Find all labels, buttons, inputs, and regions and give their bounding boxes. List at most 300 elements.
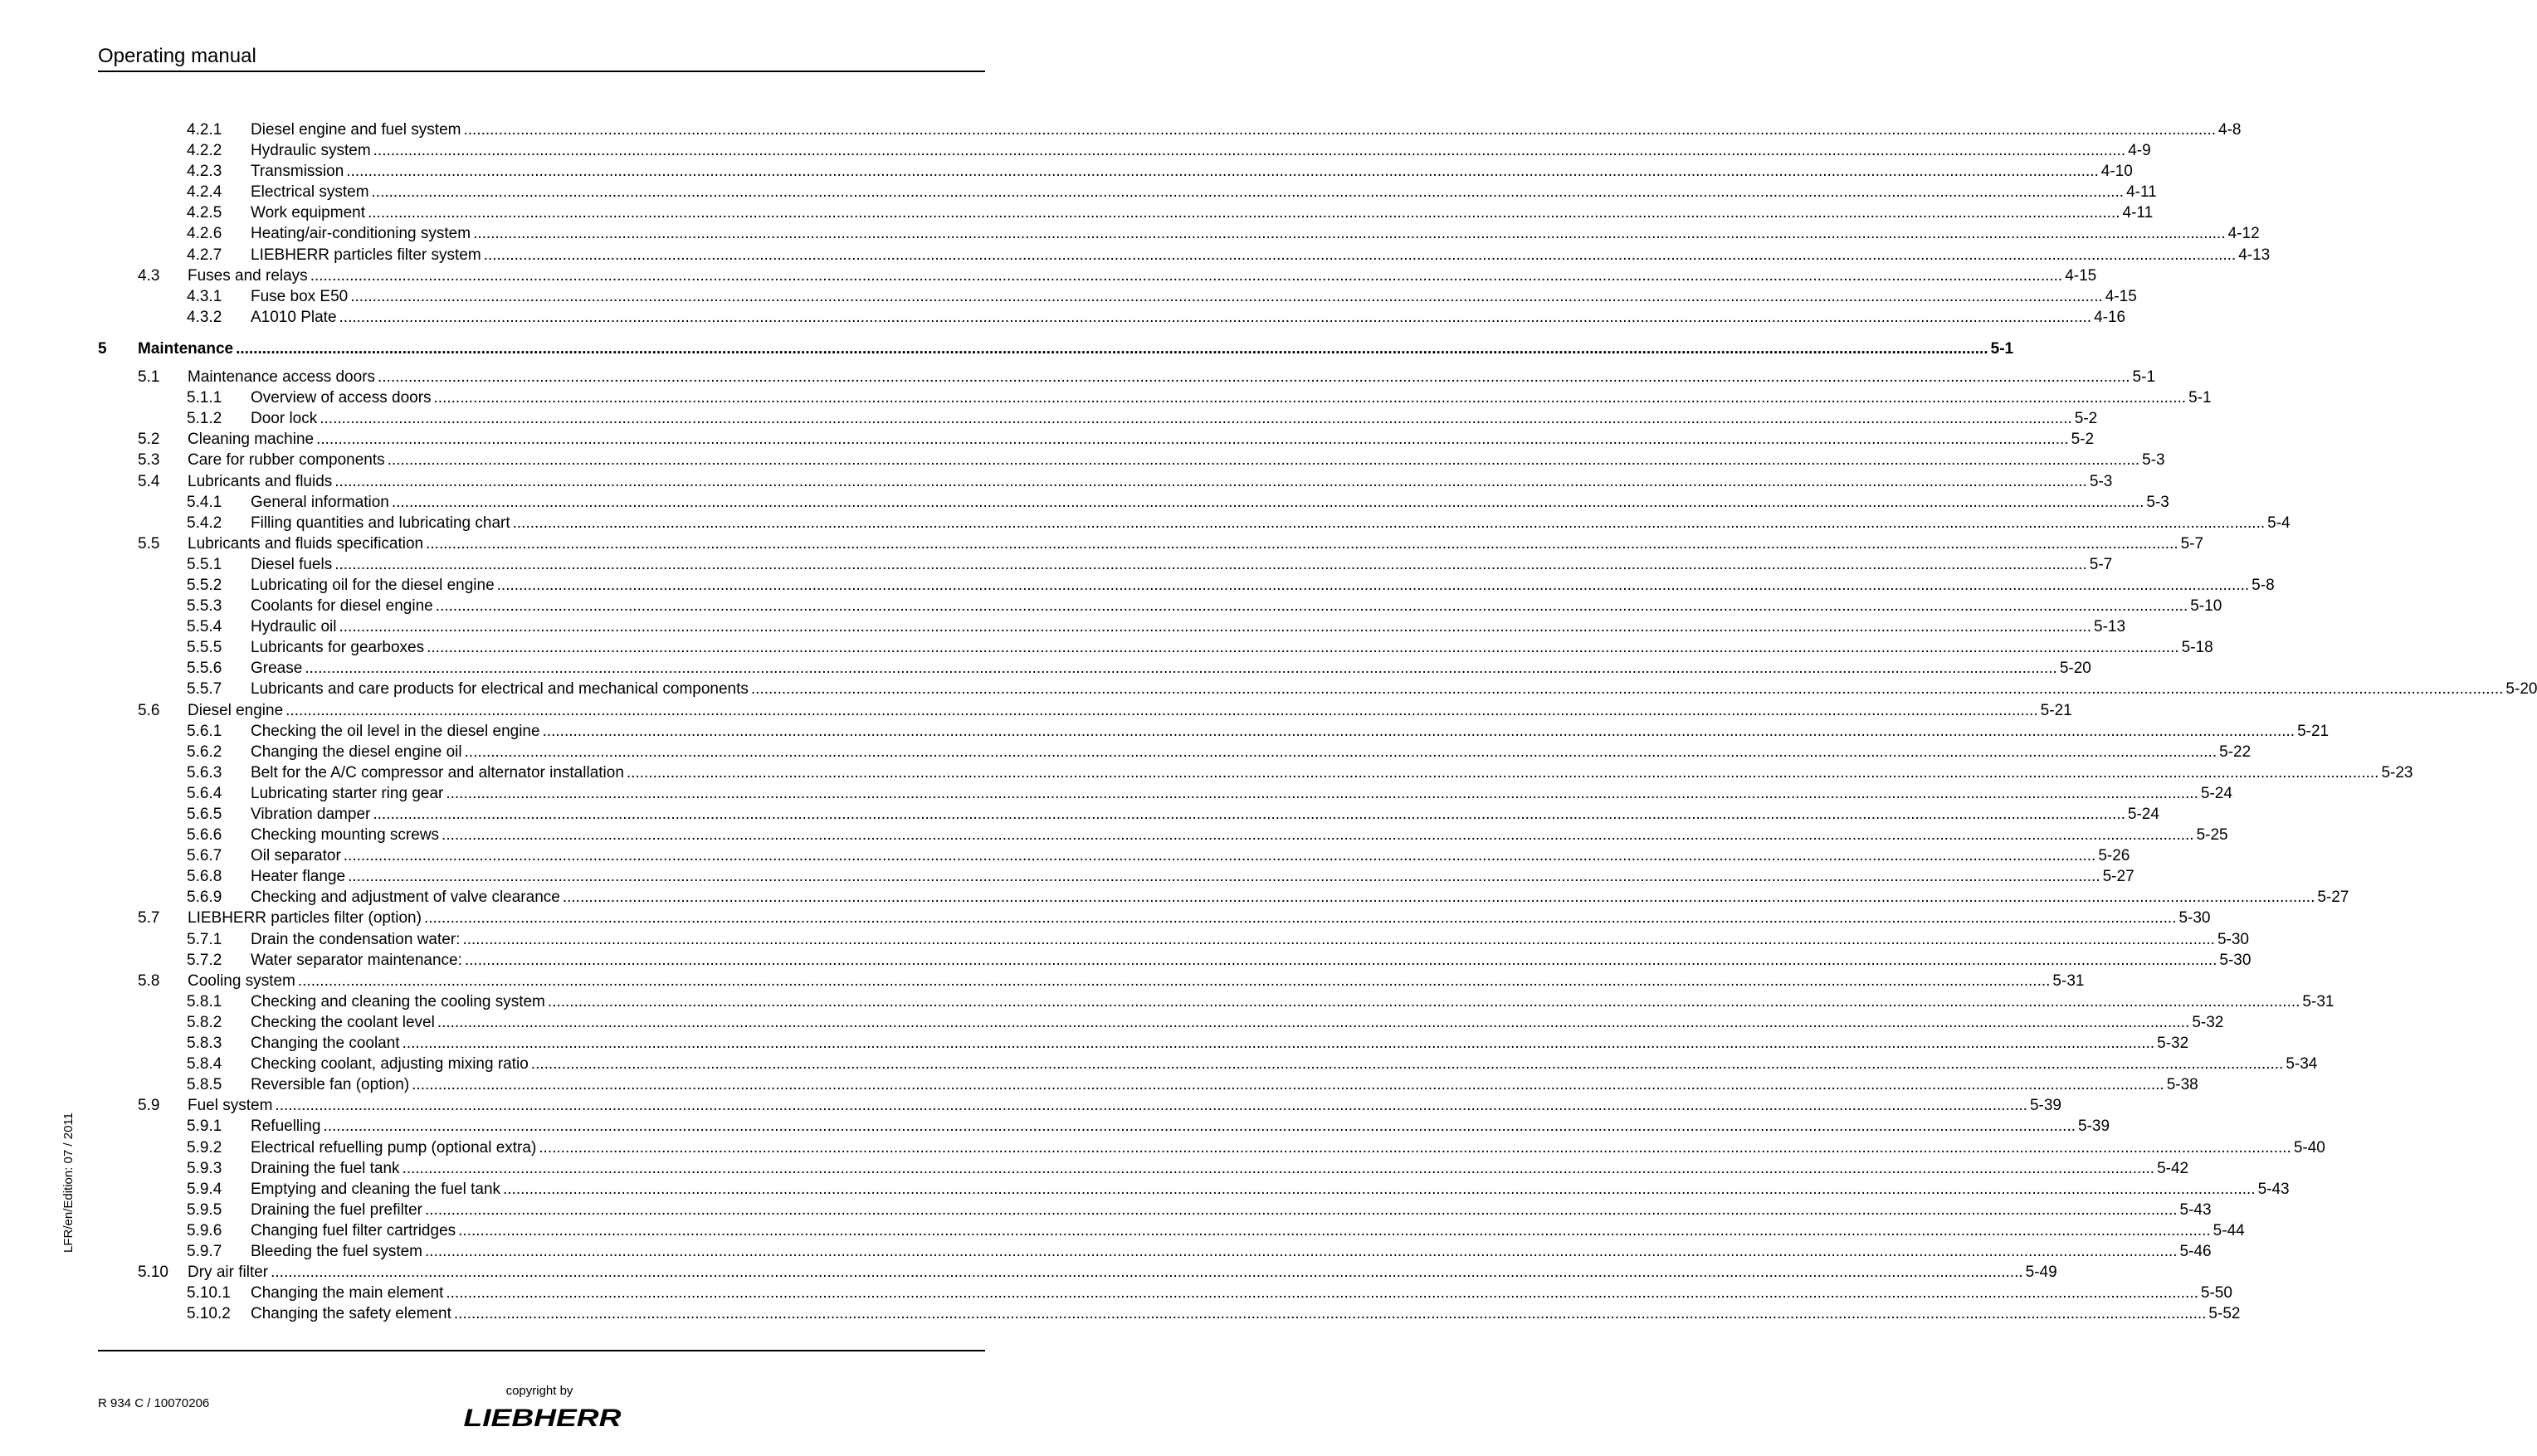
toc-entry-number: 5.5.6 (187, 660, 222, 678)
toc-entry-number: 5.6.9 (187, 889, 222, 907)
toc-entry-number: 5.8.3 (187, 1035, 222, 1053)
toc-entry-title: Lubricating oil for the diesel engine (251, 576, 495, 594)
dot-leader: ................................................................................................................................................................................................................................................................................................................................................................................................................ (626, 763, 2379, 782)
toc-entry-leader (251, 596, 2222, 616)
toc-entry[interactable] (98, 929, 2249, 950)
toc-entry-page: 5-24 (2127, 806, 2159, 823)
toc-entry-leader (188, 908, 2211, 928)
toc-entry-title: Belt for the A/C compressor and alternator installation (251, 763, 624, 782)
toc-entry-title: Changing the safety element (251, 1305, 451, 1323)
toc-entry-title: Electrical refuelling pump (optional extra) (251, 1138, 537, 1157)
toc-entry-number: 5.8.2 (187, 1013, 222, 1031)
toc-entry-number: 5.6 (138, 701, 160, 719)
toc-entry-leader (188, 450, 2165, 470)
toc-entry[interactable] (98, 950, 2252, 971)
toc-entry-page: 5-21 (2040, 701, 2072, 719)
toc-entry-title: Bleeding the fuel system (251, 1242, 423, 1260)
dot-leader: ................................................................................................................................................................................................................................................................................................................................................................................................................ (426, 534, 2178, 553)
dot-leader: ................................................................................................................................................................................................................................................................................................................................................................................................................ (316, 431, 2069, 449)
toc-entry-page: 5-1 (1990, 339, 2014, 358)
toc-entry[interactable] (98, 845, 2130, 866)
toc-entry-number: 5.5.1 (187, 555, 222, 573)
toc-entry-title: Diesel engine and fuel system (251, 121, 461, 139)
dot-leader: ................................................................................................................................................................................................................................................................................................................................................................................................................ (373, 806, 2125, 823)
dot-leader: ................................................................................................................................................................................................................................................................................................................................................................................................................ (503, 1180, 2256, 1198)
toc-entry-page: 5-10 (2190, 597, 2222, 616)
toc-entry-number: 5.7.2 (187, 951, 222, 969)
toc-entry-page: 5-20 (2505, 680, 2537, 699)
toc-entry-page: 5-3 (2146, 493, 2169, 511)
toc-entry-number: 5.2 (138, 431, 160, 449)
toc-entry-page: 5-31 (2302, 992, 2335, 1010)
toc-entry-number: 5.1 (138, 368, 160, 387)
dot-leader: ................................................................................................................................................................................................................................................................................................................................................................................................................ (346, 163, 2099, 181)
toc-entry[interactable] (98, 338, 2014, 359)
toc-entry-number: 5.9.5 (187, 1200, 222, 1219)
toc-entry-number: 5.10.2 (187, 1305, 231, 1323)
toc-entry[interactable] (98, 1241, 2212, 1262)
toc-entry-page: 4-11 (2122, 204, 2154, 222)
toc-entry[interactable] (98, 825, 2228, 845)
toc-entry[interactable] (98, 387, 2212, 408)
toc-entry-leader (251, 513, 2291, 533)
toc-entry-leader (251, 1220, 2245, 1241)
toc-entry[interactable] (98, 1033, 2189, 1054)
toc-entry-number: 4.2.2 (187, 142, 222, 160)
toc-entry[interactable] (98, 971, 2085, 991)
toc-entry[interactable] (98, 658, 2091, 679)
toc-entry[interactable] (98, 1262, 2057, 1283)
toc-entry-title: Diesel engine (188, 701, 284, 719)
toc-entry-page: 5-44 (2213, 1221, 2245, 1239)
liebherr-logo (461, 1405, 623, 1432)
toc-entry-title: Maintenance (138, 339, 234, 358)
toc-entry-number: 4.2.1 (187, 121, 222, 139)
dot-leader: ................................................................................................................................................................................................................................................................................................................................................................................................................ (425, 1200, 2178, 1219)
toc-entry-title: Dry air filter (188, 1264, 269, 1282)
toc-entry-page: 4-13 (2238, 246, 2271, 264)
toc-entry-leader (251, 1179, 2290, 1200)
toc-entry[interactable] (98, 637, 2213, 658)
toc-entry-page: 5-32 (2192, 1013, 2224, 1031)
toc-entry-title: Lubricants and care products for electrical and mechanical components (251, 680, 749, 699)
toc-entry[interactable] (98, 367, 2156, 387)
toc-entry-number: 5.7 (138, 909, 160, 928)
toc-entry-leader (251, 245, 2271, 265)
toc-entry-page: 5-30 (2219, 951, 2252, 969)
toc-entry-page: 5-22 (2219, 743, 2252, 761)
toc-entry-leader (251, 1033, 2189, 1054)
toc-entry[interactable] (98, 1283, 2232, 1303)
toc-entry[interactable] (98, 1179, 2290, 1200)
dot-leader: ................................................................................................................................................................................................................................................................................................................................................................................................................ (378, 368, 2130, 387)
toc-entry-leader (251, 679, 2537, 699)
dot-leader: ................................................................................................................................................................................................................................................................................................................................................................................................................ (496, 576, 2250, 594)
toc-entry-number: 4.3.2 (187, 308, 222, 326)
toc-entry[interactable] (98, 161, 2133, 182)
toc-entry[interactable] (98, 679, 2537, 699)
toc-entry-page: 5-50 (2200, 1284, 2232, 1303)
dot-leader: ................................................................................................................................................................................................................................................................................................................................................................................................................ (305, 660, 2057, 678)
toc-entry-page: 5-8 (2252, 576, 2275, 594)
dot-leader: ................................................................................................................................................................................................................................................................................................................................................................................................................ (512, 514, 2266, 532)
toc-entry-page: 5-49 (2025, 1264, 2057, 1282)
dot-leader: ................................................................................................................................................................................................................................................................................................................................................................................................................ (539, 1138, 2291, 1157)
toc-entry-page: 5-3 (2089, 472, 2113, 490)
dot-leader: ................................................................................................................................................................................................................................................................................................................................................................................................................ (542, 722, 2295, 740)
toc-entry-page: 5-34 (2286, 1055, 2318, 1074)
toc-entry-leader (188, 700, 2072, 721)
toc-entry-title: Checking and cleaning the cooling system (251, 992, 545, 1010)
toc-entry[interactable] (98, 223, 2260, 244)
toc-entry[interactable] (98, 700, 2072, 721)
toc-entry-title: General information (251, 493, 389, 511)
dot-leader: ................................................................................................................................................................................................................................................................................................................................................................................................................ (310, 266, 2063, 285)
toc-entry-leader (251, 119, 2242, 140)
dot-leader: ................................................................................................................................................................................................................................................................................................................................................................................................................ (387, 451, 2140, 470)
toc-entry[interactable] (98, 742, 2252, 762)
dot-leader: ................................................................................................................................................................................................................................................................................................................................................................................................................ (285, 701, 2038, 719)
toc-entry-title: Oil separator (251, 847, 341, 865)
toc-entry[interactable] (98, 245, 2271, 265)
toc-entry-leader (251, 554, 2113, 575)
toc-entry-title: Changing the main element (251, 1284, 444, 1303)
dot-leader: ................................................................................................................................................................................................................................................................................................................................................................................................................ (339, 308, 2092, 326)
toc-entry-number: 5.9.4 (187, 1180, 222, 1198)
edition-label: LFR/en/Edition: 07 / 2011 (61, 1113, 76, 1253)
toc-entry[interactable] (98, 450, 2165, 470)
dot-leader: ................................................................................................................................................................................................................................................................................................................................................................................................................ (442, 826, 2194, 845)
toc-entry-leader (251, 637, 2213, 658)
toc-entry-title: Heater flange (251, 868, 346, 886)
toc-entry-leader (251, 202, 2154, 223)
dot-leader: ................................................................................................................................................................................................................................................................................................................................................................................................................ (423, 909, 2177, 928)
toc-entry-number: 5.8.4 (187, 1055, 222, 1074)
toc-entry-page: 5-24 (2200, 784, 2232, 802)
toc-entry-leader (251, 783, 2232, 804)
toc-entry-number: 5.4 (138, 472, 160, 490)
dot-leader: ................................................................................................................................................................................................................................................................................................................................................................................................................ (425, 1242, 2178, 1260)
toc-entry-page: 4-8 (2218, 121, 2242, 139)
toc-entry-page: 4-15 (2065, 266, 2097, 285)
toc-entry-page: 5-31 (2052, 971, 2085, 990)
toc-entry-number: 5.6.7 (187, 847, 222, 865)
toc-entry-number: 5.6.2 (187, 743, 222, 761)
dot-leader: ................................................................................................................................................................................................................................................................................................................................................................................................................ (334, 555, 2087, 573)
toc-entry-title: Draining the fuel prefilter (251, 1200, 422, 1219)
dot-leader: ................................................................................................................................................................................................................................................................................................................................................................................................................ (446, 784, 2198, 802)
toc-entry-leader (251, 1158, 2189, 1179)
toc-entry-number: 4.2.6 (187, 225, 222, 243)
toc-entry[interactable] (98, 492, 2169, 513)
dot-leader: ................................................................................................................................................................................................................................................................................................................................................................................................................ (462, 930, 2215, 948)
toc-entry-title: Cooling system (188, 971, 295, 990)
toc-entry-leader (188, 367, 2156, 387)
toc-entry-leader (251, 161, 2133, 182)
toc-entry-number: 5.8 (138, 971, 160, 990)
toc-entry-title: Hydraulic system (251, 142, 371, 160)
toc-entry-title: Heating/air-conditioning system (251, 225, 471, 243)
toc-entry[interactable] (98, 1220, 2245, 1241)
toc-entry-leader (251, 223, 2260, 244)
dot-leader: ................................................................................................................................................................................................................................................................................................................................................................................................................ (483, 246, 2237, 264)
toc-entry-page: 4-9 (2128, 142, 2151, 160)
toc-entry-number: 5.6.3 (187, 763, 222, 782)
toc-entry-number: 5.5.5 (187, 639, 222, 657)
toc-entry-number: 5.6.4 (187, 784, 222, 802)
toc-entry-title: Fuel system (188, 1097, 273, 1115)
toc-entry[interactable] (98, 804, 2159, 825)
copyright-label: copyright by (505, 1384, 573, 1398)
toc-entry[interactable] (98, 182, 2157, 202)
toc-entry-title: Cleaning machine (188, 431, 315, 449)
toc-entry-page: 5-20 (2059, 660, 2091, 678)
toc-entry-leader (251, 1137, 2325, 1158)
toc-entry-title: Checking coolant, adjusting mixing ratio (251, 1055, 529, 1074)
toc-entry-number: 5.9.6 (187, 1221, 222, 1239)
toc-entry-page: 4-15 (2105, 287, 2137, 305)
toc-entry-page: 5-21 (2297, 722, 2330, 740)
toc-entry-leader (251, 1074, 2198, 1095)
dot-leader: ................................................................................................................................................................................................................................................................................................................................................................................................................ (458, 1221, 2211, 1239)
toc-entry-number: 4.2.7 (187, 246, 222, 264)
toc-entry[interactable] (98, 783, 2232, 804)
toc-entry-leader (188, 1095, 2061, 1116)
toc-entry-number: 4.2.3 (187, 163, 222, 181)
toc-entry-leader (251, 991, 2335, 1012)
toc-entry-number: 5.1.2 (187, 410, 222, 428)
toc-entry-leader (188, 1262, 2057, 1283)
toc-entry-number: 5.9.1 (187, 1118, 222, 1136)
toc-entry[interactable] (98, 533, 2204, 554)
toc-entry-page: 4-16 (2094, 308, 2126, 326)
toc-entry-leader (251, 887, 2349, 908)
toc-entry-page: 5-2 (2074, 410, 2098, 428)
toc-entry-leader (251, 1303, 2241, 1324)
toc-entry-leader (188, 265, 2097, 286)
toc-entry-leader (251, 616, 2126, 637)
toc-entry-title: Changing fuel filter cartridges (251, 1221, 456, 1239)
toc-entry-title: Maintenance access doors (188, 368, 376, 387)
toc-entry-page: 5-27 (2102, 868, 2134, 886)
dot-leader: ................................................................................................................................................................................................................................................................................................................................................................................................................ (350, 287, 2103, 305)
toc-entry-title: Reversible fan (option) (251, 1076, 410, 1094)
toc-entry-number: 5.4.1 (187, 493, 222, 511)
dot-leader: ................................................................................................................................................................................................................................................................................................................................................................................................................ (464, 743, 2217, 761)
dot-leader: ................................................................................................................................................................................................................................................................................................................................................................................................................ (562, 889, 2315, 907)
toc-entry[interactable] (98, 887, 2349, 908)
toc-entry-title: Checking and adjustment of valve clearance (251, 889, 560, 907)
toc-entry-page: 5-42 (2157, 1159, 2189, 1177)
toc-entry-leader (251, 762, 2413, 783)
dot-leader: ................................................................................................................................................................................................................................................................................................................................................................................................................ (339, 618, 2092, 636)
toc-entry[interactable] (98, 596, 2222, 616)
toc-entry[interactable] (98, 721, 2330, 742)
dot-leader: ................................................................................................................................................................................................................................................................................................................................................................................................................ (427, 639, 2179, 657)
toc-entry-leader (251, 1200, 2212, 1220)
dot-leader: ................................................................................................................................................................................................................................................................................................................................................................................................................ (320, 410, 2072, 428)
toc-entry-title: A1010 Plate (251, 308, 337, 326)
dot-leader: ................................................................................................................................................................................................................................................................................................................................................................................................................ (348, 868, 2100, 886)
dot-leader: ................................................................................................................................................................................................................................................................................................................................................................................................................ (236, 339, 1988, 358)
toc-entry-leader (251, 1283, 2232, 1303)
toc-entry-number: 5.6.1 (187, 722, 222, 740)
toc-entry-title: Lubricants and fluids (188, 472, 333, 490)
toc-entry-title: Checking the coolant level (251, 1013, 435, 1031)
toc-entry-number: 5.8.5 (187, 1076, 222, 1094)
dot-leader: ................................................................................................................................................................................................................................................................................................................................................................................................................ (453, 1305, 2207, 1323)
toc-entry[interactable] (98, 119, 2242, 140)
toc-entry-leader (251, 408, 2098, 429)
toc-entry-leader (251, 929, 2249, 950)
dot-leader: ................................................................................................................................................................................................................................................................................................................................................................................................................ (343, 847, 2096, 865)
dot-leader: ................................................................................................................................................................................................................................................................................................................................................................................................................ (446, 1284, 2198, 1303)
toc-entry-number: 4.2.5 (187, 204, 222, 222)
dot-leader: ................................................................................................................................................................................................................................................................................................................................................................................................................ (530, 1055, 2284, 1074)
toc-entry[interactable] (98, 908, 2211, 928)
toc-entry-title: Emptying and cleaning the fuel tank (251, 1180, 501, 1198)
toc-entry-page: 5-18 (2181, 639, 2213, 657)
toc-entry-page: 5-3 (2142, 451, 2165, 470)
toc-entry-leader (251, 845, 2130, 866)
model-number: R 934 C / 10070206 (98, 1396, 210, 1410)
toc-entry-title: Grease (251, 660, 303, 678)
dot-leader: ................................................................................................................................................................................................................................................................................................................................................................................................................ (371, 183, 2125, 202)
toc-entry-page: 5-38 (2166, 1076, 2198, 1094)
toc-entry[interactable] (98, 616, 2126, 637)
dot-leader: ................................................................................................................................................................................................................................................................................................................................................................................................................ (271, 1264, 2023, 1282)
toc-entry[interactable] (98, 554, 2113, 575)
toc-entry[interactable] (98, 1054, 2318, 1074)
toc-entry[interactable] (98, 513, 2291, 533)
toc-entry-number: 5.10.1 (187, 1284, 231, 1303)
toc-entry[interactable] (98, 1137, 2325, 1158)
toc-entry-leader (188, 971, 2085, 991)
dot-leader: ................................................................................................................................................................................................................................................................................................................................................................................................................ (391, 493, 2144, 511)
toc-entry-title: Fuses and relays (188, 266, 308, 285)
toc-entry-page: 5-2 (2071, 431, 2095, 449)
toc-entry-number: 5.5.3 (187, 597, 222, 616)
dot-leader: ................................................................................................................................................................................................................................................................................................................................................................................................................ (473, 225, 2226, 243)
toc-entry-title: Filling quantities and lubricating chart (251, 514, 510, 532)
toc-entry-title: LIEBHERR particles filter system (251, 246, 481, 264)
toc-entry-leader (251, 492, 2169, 513)
toc-entry[interactable] (98, 1303, 2241, 1324)
toc-entry-title: Overview of access doors (251, 389, 432, 407)
toc-entry-number: 5.1.1 (187, 389, 222, 407)
toc-entry-leader (251, 658, 2091, 679)
toc-entry-title: Lubricants and fluids specification (188, 534, 424, 553)
toc-entry-leader (251, 307, 2126, 328)
toc-entry[interactable] (98, 140, 2151, 161)
toc-entry-leader (251, 866, 2134, 887)
dot-leader: ................................................................................................................................................................................................................................................................................................................................................................................................................ (323, 1118, 2076, 1136)
toc-entry-leader (188, 533, 2204, 554)
toc-entry[interactable] (98, 265, 2097, 286)
toc-entry-title: Checking the oil level in the diesel engine (251, 722, 540, 740)
dot-leader: ................................................................................................................................................................................................................................................................................................................................................................................................................ (412, 1076, 2164, 1094)
page-header-title: Operating manual (98, 45, 256, 67)
toc-entry[interactable] (98, 1116, 2110, 1137)
toc-entry-number: 5.6.5 (187, 806, 222, 823)
toc-entry-title: Vibration damper (251, 806, 371, 823)
toc-entry-page: 5-30 (2178, 909, 2211, 928)
toc-entry-number: 4.2.4 (187, 183, 222, 202)
toc-entry-page: 5-27 (2317, 889, 2349, 907)
toc-entry[interactable] (98, 575, 2275, 596)
toc-entry-number: 5.9.7 (187, 1242, 222, 1260)
toc-entry-title: Changing the coolant (251, 1035, 400, 1053)
toc-entry[interactable] (98, 991, 2335, 1012)
dot-leader: ................................................................................................................................................................................................................................................................................................................................................................................................................ (750, 680, 2504, 699)
toc-entry-title: Coolants for diesel engine (251, 597, 433, 616)
dot-leader: ................................................................................................................................................................................................................................................................................................................................................................................................................ (463, 121, 2217, 139)
dot-leader: ................................................................................................................................................................................................................................................................................................................................................................................................................ (368, 204, 2120, 222)
toc-entry-page: 5-43 (2257, 1180, 2290, 1198)
toc-entry[interactable] (98, 286, 2137, 307)
toc-entry-leader (251, 825, 2228, 845)
toc-entry[interactable] (98, 307, 2126, 328)
toc-entry-page: 5-23 (2381, 763, 2413, 782)
toc-entry[interactable] (98, 471, 2113, 492)
toc-entry-number: 5 (98, 339, 107, 358)
dot-leader: ................................................................................................................................................................................................................................................................................................................................................................................................................ (435, 597, 2188, 616)
toc-entry-leader (188, 429, 2095, 450)
toc-entry-page: 5-1 (2132, 368, 2156, 387)
toc-entry[interactable] (98, 1074, 2198, 1095)
dot-leader: ................................................................................................................................................................................................................................................................................................................................................................................................................ (297, 971, 2051, 990)
dot-leader: ................................................................................................................................................................................................................................................................................................................................................................................................................ (547, 992, 2300, 1010)
toc-entry-page: 5-43 (2179, 1200, 2212, 1219)
toc-entry-page: 5-1 (2188, 389, 2212, 407)
toc-entry-number: 5.9 (138, 1097, 160, 1115)
toc-entry-number: 5.3 (138, 451, 160, 470)
toc-entry-title: Diesel fuels (251, 555, 333, 573)
toc-entry-leader (251, 1012, 2224, 1033)
toc-entry[interactable] (98, 429, 2095, 450)
toc-entry[interactable] (98, 762, 2413, 783)
toc-entry-title: Refuelling (251, 1118, 321, 1136)
toc-entry-leader (251, 1241, 2212, 1262)
toc-entry-number: 5.6.6 (187, 826, 222, 845)
toc-entry[interactable] (98, 866, 2134, 887)
toc-entry-number: 4.3 (138, 266, 160, 285)
toc-entry-leader (188, 471, 2113, 492)
toc-entry-leader (251, 286, 2137, 307)
toc-entry-title: Transmission (251, 163, 344, 181)
toc-entry-title: Door lock (251, 410, 318, 428)
toc-entry-title: LIEBHERR particles filter (option) (188, 909, 422, 928)
toc-entry-number: 4.3.1 (187, 287, 222, 305)
dot-leader: ................................................................................................................................................................................................................................................................................................................................................................................................................ (275, 1097, 2027, 1115)
toc-entry[interactable] (98, 1095, 2061, 1116)
toc-entry[interactable] (98, 1012, 2224, 1033)
toc-entry[interactable] (98, 1158, 2189, 1179)
toc-entry-leader (251, 1116, 2110, 1137)
toc-entry[interactable] (98, 1200, 2212, 1220)
toc-entry-number: 5.7.1 (187, 930, 222, 948)
toc-entry-title: Lubricating starter ring gear (251, 784, 444, 802)
toc-entry[interactable] (98, 408, 2098, 429)
toc-entry[interactable] (98, 202, 2154, 223)
dot-leader: ................................................................................................................................................................................................................................................................................................................................................................................................................ (402, 1159, 2155, 1177)
toc-entry-page: 5-39 (2029, 1097, 2061, 1115)
toc-entry-page: 4-12 (2227, 225, 2260, 243)
toc-entry-number: 5.5.2 (187, 576, 222, 594)
toc-entry-number: 5.5.7 (187, 680, 222, 699)
toc-entry-leader (251, 804, 2159, 825)
toc-entry-leader (138, 338, 2014, 359)
